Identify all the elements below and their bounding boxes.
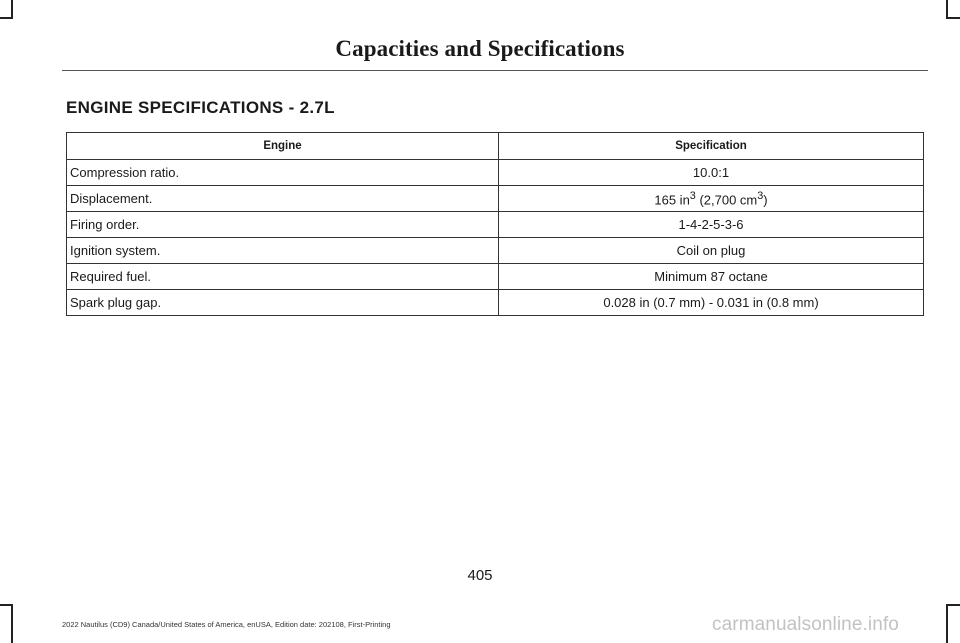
header-divider <box>62 70 928 71</box>
crop-mark-bottom-right-h <box>946 604 960 606</box>
crop-mark-bottom-right-v <box>946 604 948 643</box>
crop-mark-bottom-left-h <box>0 604 13 606</box>
column-header-engine: Engine <box>67 133 499 160</box>
engine-spec-table <box>66 132 924 316</box>
displacement-cm: (2,700 cm <box>695 192 758 208</box>
row-item: Spark plug gap. <box>67 290 499 316</box>
table-row <box>67 238 924 264</box>
superscript-cubed: 3 <box>757 189 764 202</box>
table-row <box>67 290 924 316</box>
column-header-specification: Specification <box>499 133 924 160</box>
crop-mark-bottom-left-v <box>11 604 13 643</box>
row-item: Required fuel. <box>67 264 499 290</box>
row-item: Displacement. <box>67 186 499 212</box>
table-row <box>67 212 924 238</box>
crop-mark-top-right-h <box>946 17 960 19</box>
row-value: 10.0:1 <box>499 160 924 186</box>
displacement-inches: 165 in <box>654 192 690 208</box>
row-value-displacement <box>499 186 924 212</box>
page-header-title: Capacities and Specifications <box>335 36 625 61</box>
row-item: Firing order. <box>67 212 499 238</box>
table-row <box>67 160 924 186</box>
row-value: Minimum 87 octane <box>499 264 924 290</box>
row-item: Ignition system. <box>67 238 499 264</box>
watermark: carmanualsonline.info <box>712 614 899 635</box>
row-value: 1-4-2-5-3-6 <box>499 212 924 238</box>
row-value: 0.028 in (0.7 mm) - 0.031 in (0.8 mm) <box>499 290 924 316</box>
edition-footer: 2022 Nautilus (CD9) Canada/United States of America, enUSA, Edition date: 202108, First-Printing <box>62 620 391 629</box>
row-item: Compression ratio. <box>67 160 499 186</box>
table-header-row <box>67 133 924 160</box>
table-row <box>67 264 924 290</box>
page-number: 405 <box>467 567 493 584</box>
row-value: Coil on plug <box>499 238 924 264</box>
crop-mark-top-left-h <box>0 17 13 19</box>
section-title: ENGINE SPECIFICATIONS - 2.7L <box>66 98 335 117</box>
table-row <box>67 186 924 212</box>
closing-paren: ) <box>763 192 768 208</box>
superscript-cubed: 3 <box>689 189 696 202</box>
